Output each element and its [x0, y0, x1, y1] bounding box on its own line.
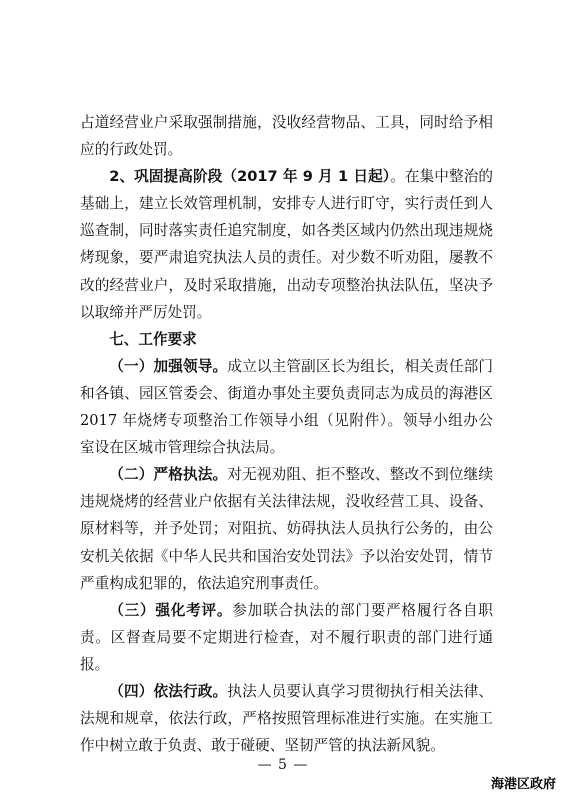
paragraph-body: 对无视劝阻、拒不整改、整改不到位继续违规烧烤的经营业户依据有关法律法规，没收经营工具、设备、原材料等，并予处罚；对阻抗、妨碍执法人员执行公务的，由公安机关依据《中华人民共和国治安处罚法》予以治安处罚，情节严重构成犯罪的，依法追究刑事责任。 [80, 466, 493, 592]
paragraph-continuation [80, 109, 493, 163]
paragraph-heading: （二）严格执法。 [109, 466, 228, 484]
paragraph-lawful-admin [80, 678, 493, 759]
section-title: 七、工作要求 [109, 330, 197, 348]
paragraph-body: 参加联合执法的部门要严格履行各自职责。区督查局要不定期进行检查，对不履行职责的部门进行通报。 [80, 601, 493, 673]
paragraph-phase-2 [80, 163, 493, 326]
paragraph-body: 占道经营业户采取强制措施，没收经营物品、工具，同时给予相应的行政处罚。 [80, 114, 493, 159]
watermark: 海港区政府 [490, 777, 556, 792]
page-number: — 5 — [257, 757, 309, 773]
paragraph-enforcement [80, 461, 493, 596]
paragraph-heading: （四）依法行政。 [109, 682, 228, 700]
paragraph-heading: 2、巩固提高阶段（2017 年 9 月 1 日起） [109, 168, 391, 186]
paragraph-body: 成立以主管副区长为组长，相关责任部门和各镇、园区管委会、街道办事处主要负责同志为成员的海港区2017 年烧烤专项整治工作领导小组（见附件）。领导小组办公室设在区城市管理综合执法局。 [80, 357, 493, 457]
paragraph-evaluation [80, 597, 493, 678]
paragraph-heading: （三）强化考评。 [109, 601, 233, 619]
section-heading [80, 326, 493, 353]
paragraph-heading: （一）加强领导。 [109, 357, 228, 375]
body-text [80, 109, 493, 759]
paragraph-body: 执法人员要认真学习贯彻执行相关法律、法规和规章，依法行政，严格按照管理标准进行实施。在实施工作中树立敢于负责、敢于碰硬、坚韧严管的执法新风貌。 [80, 682, 493, 755]
paragraph-body: 。在集中整治的基础上，建立长效管理机制，安排专人进行盯守，实行责任到人巡查制，同时落实责任追究制度，如各类区域内仍然出现违规烧烤现象，要严肃追究执法人员的责任。对少数不听劝阻，屡教不改的经营业户，及时采取措施，出动专项整治执法队伍，坚决予以取缔并严厉处罚。 [80, 168, 493, 321]
paragraph-leadership [80, 353, 493, 461]
